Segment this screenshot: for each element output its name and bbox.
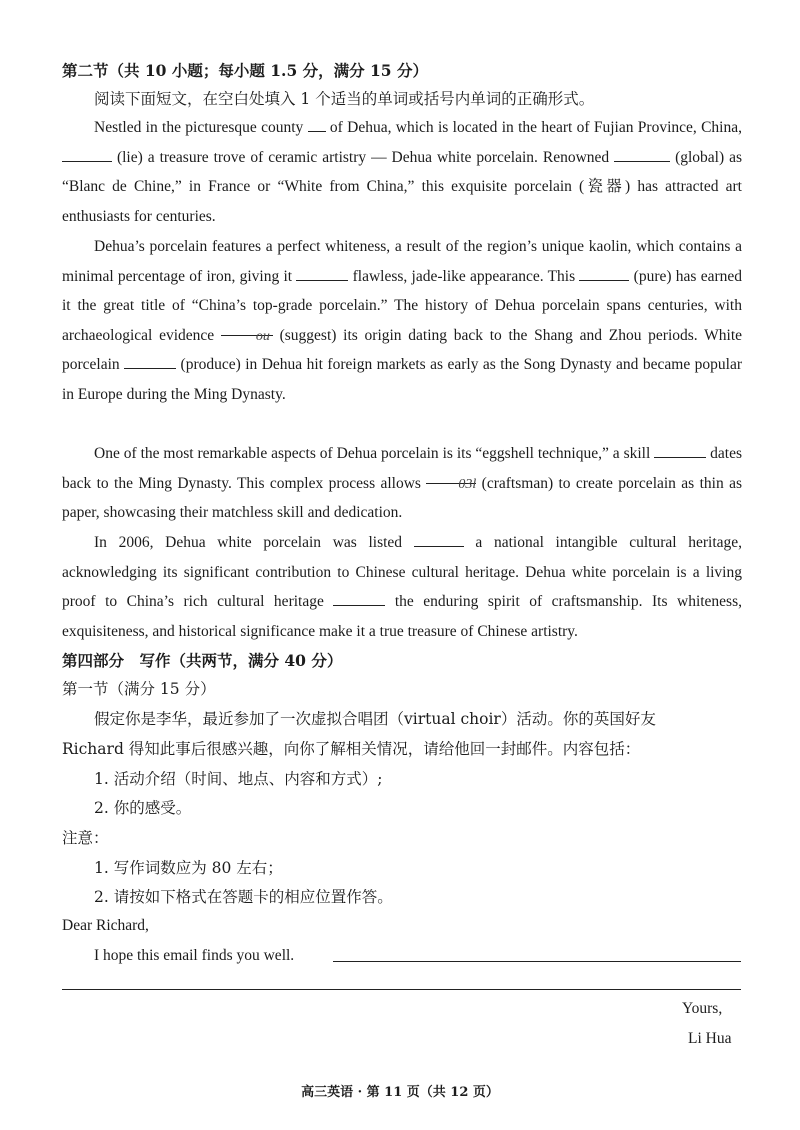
page-footer: 高三英语 · 第 11 页（共 12 页） xyxy=(301,1085,499,1100)
task-description: 假定你是李华，最近参加了一次虚拟合唱团（virtual choir）活动。你的英国好友 xyxy=(94,710,656,728)
blank-gap[interactable] xyxy=(124,354,176,369)
handwritten-note: ou xyxy=(255,328,270,344)
blank-gap[interactable] xyxy=(62,147,112,162)
blank-gap[interactable] xyxy=(614,147,670,162)
part4-heading: 第四部分 写作（共两节，满分 40 分） xyxy=(62,651,343,670)
blank-gap[interactable] xyxy=(579,266,629,281)
blank-gap[interactable] xyxy=(221,321,273,344)
passage-paragraph-3: One of the most remarkable aspects of Dehua porcelain is its “eggshell technique,” a skill dates back to the Ming Dynasty. This complex process allows 03l (craftsman) to create porcelain as thin as paper, showcasing their matchless skill and dedication. xyxy=(62,445,742,521)
section-heading: 第二节（共 10 小题；每小题 1.5 分，满分 15 分） xyxy=(62,61,428,80)
task-description: Richard 得知此事后很感兴趣，向你了解相关情况，请给他回一封邮件。内容包括： xyxy=(62,740,641,758)
passage-paragraph-1: Nestled in the picturesque county of Dehua, which is located in the heart of Fujian Province, China, (lie) a treasure trove of ceramic artistry — Dehua white porcelain. Renowned (global) as “Blanc de Chine,” in France or “White from China,” this exquisite porcelain (瓷器) has attracted art enthusiasts for centuries. xyxy=(62,119,742,225)
passage-paragraph-2: Dehua’s porcelain features a perfect whiteness, a result of the region’s unique kaolin, which contains a minimal percentage of iron, giving it flawless, jade-like appearance. This (pure) has earned it the great title of “China’s top-grade porcelain.” The history of Dehua porcelain spans centuries, with archaeological evidence ou (suggest) its origin dating back to the Shang and Zhou periods. White porcelain (produce) in Dehua hit foreign markets as early as the Song Dynasty and became popular in Europe during the Ming Dynasty. xyxy=(62,238,743,403)
blank-gap[interactable] xyxy=(308,117,326,132)
blank-gap[interactable] xyxy=(333,591,385,606)
notice-item: 2. 请按如下格式在答题卡的相应位置作答。 xyxy=(94,888,393,906)
answer-line[interactable] xyxy=(333,961,741,962)
letter-closing: Yours, xyxy=(682,1000,723,1017)
letter-opening: I hope this email finds you well. xyxy=(94,947,295,964)
answer-line[interactable] xyxy=(62,989,741,990)
part4-section1: 第一节（满分 15 分） xyxy=(62,680,216,698)
notice-label: 注意： xyxy=(62,829,109,847)
notice-item: 1. 写作词数应为 80 左右； xyxy=(94,859,283,877)
task-item: 2. 你的感受。 xyxy=(94,799,192,817)
blank-gap[interactable] xyxy=(654,443,706,458)
letter-greeting: Dear Richard, xyxy=(62,917,149,934)
blank-gap[interactable] xyxy=(426,469,477,492)
passage-paragraph-4: In 2006, Dehua white porcelain was listed a national intangible cultural heritage, acknowledging its significant contribution to Chinese cultural heritage. Dehua white porcelain is a living proof to China’s rich cultural heritage the enduring spirit of craftsmanship. Its whiteness, exquisiteness, and historical significance make it a true treasure of Chinese artistry. xyxy=(62,534,743,640)
section-instruction: 阅读下面短文，在空白处填入 1 个适当的单词或括号内单词的正确形式。 xyxy=(94,90,595,108)
task-item: 1. 活动介绍（时间、地点、内容和方式）; xyxy=(94,770,383,788)
letter-signature: Li Hua xyxy=(688,1030,732,1047)
blank-gap[interactable] xyxy=(296,266,348,281)
handwritten-note: 03l xyxy=(458,476,477,492)
blank-gap[interactable] xyxy=(414,532,464,547)
